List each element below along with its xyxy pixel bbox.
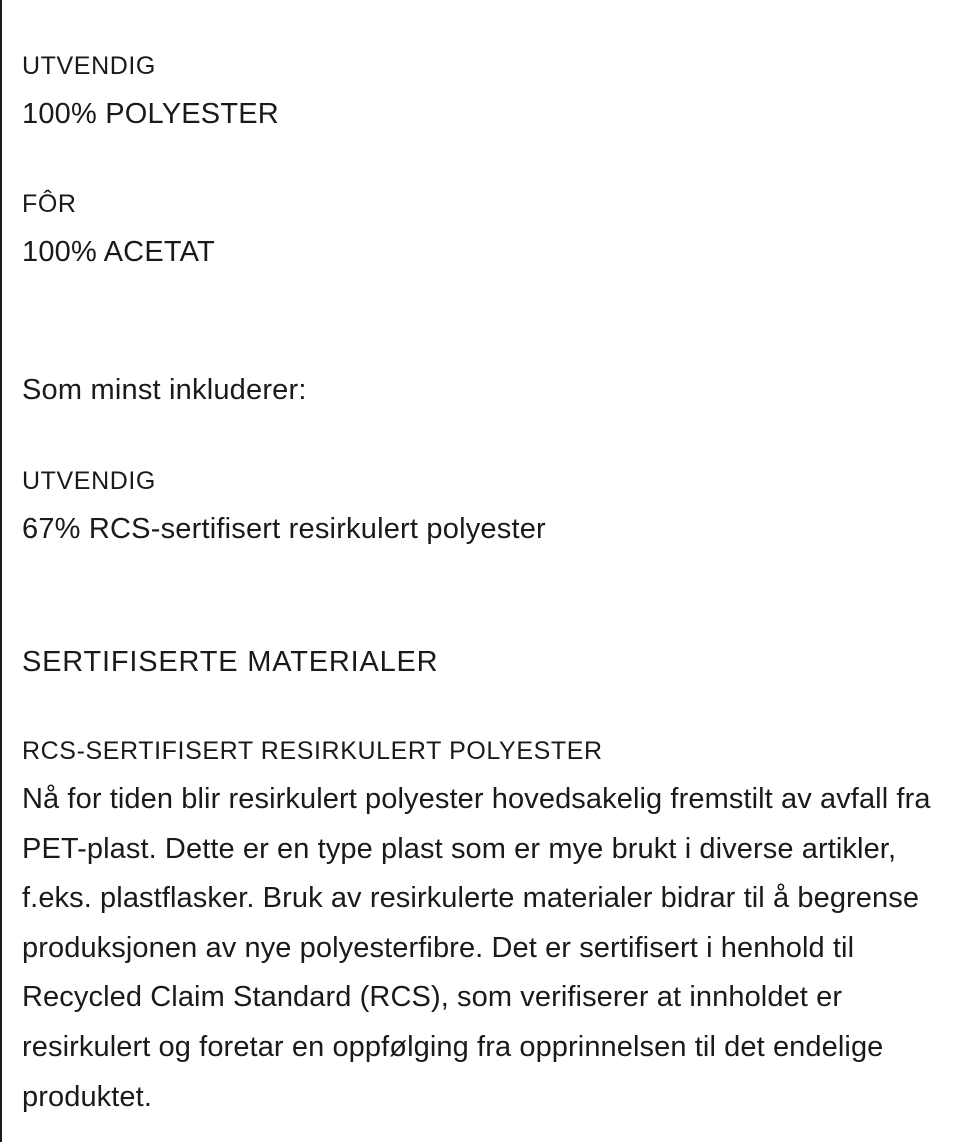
minimum-outer-label: UTVENDIG [22, 467, 156, 495]
lining-value: 100% ACETAT [22, 236, 215, 268]
left-border-line [0, 0, 2, 1142]
rcs-polyester-title: RCS-SERTIFISERT RESIRKULERT POLYESTER [22, 737, 603, 765]
outer-material-label: UTVENDIG [22, 52, 156, 80]
rcs-polyester-description: Nå for tiden blir resirkulert polyester hovedsakelig fremstilt av avfall fra PET-plast. Dette er en type plast som er mye brukt i diverse artikler, f.eks. plastflasker. Bruk av resirkulerte materialer bidrar til å begrense produksjonen av nye polyesterfibre. Det er sertifisert i henhold til Recycled Claim Standard (RCS), som verifiserer at innholdet er resirkulert og foretar en oppfølging fra opprinnelsen til det endelige produktet. [22, 783, 931, 1113]
outer-material-value: 100% POLYESTER [22, 98, 279, 130]
minimum-outer-value: 67% RCS-sertifisert resirkulert polyester [22, 513, 546, 545]
lining-label: FÔR [22, 190, 77, 218]
certified-materials-title: SERTIFISERTE MATERIALER [22, 646, 439, 678]
minimum-includes-intro: Som minst inkluderer: [22, 374, 307, 406]
